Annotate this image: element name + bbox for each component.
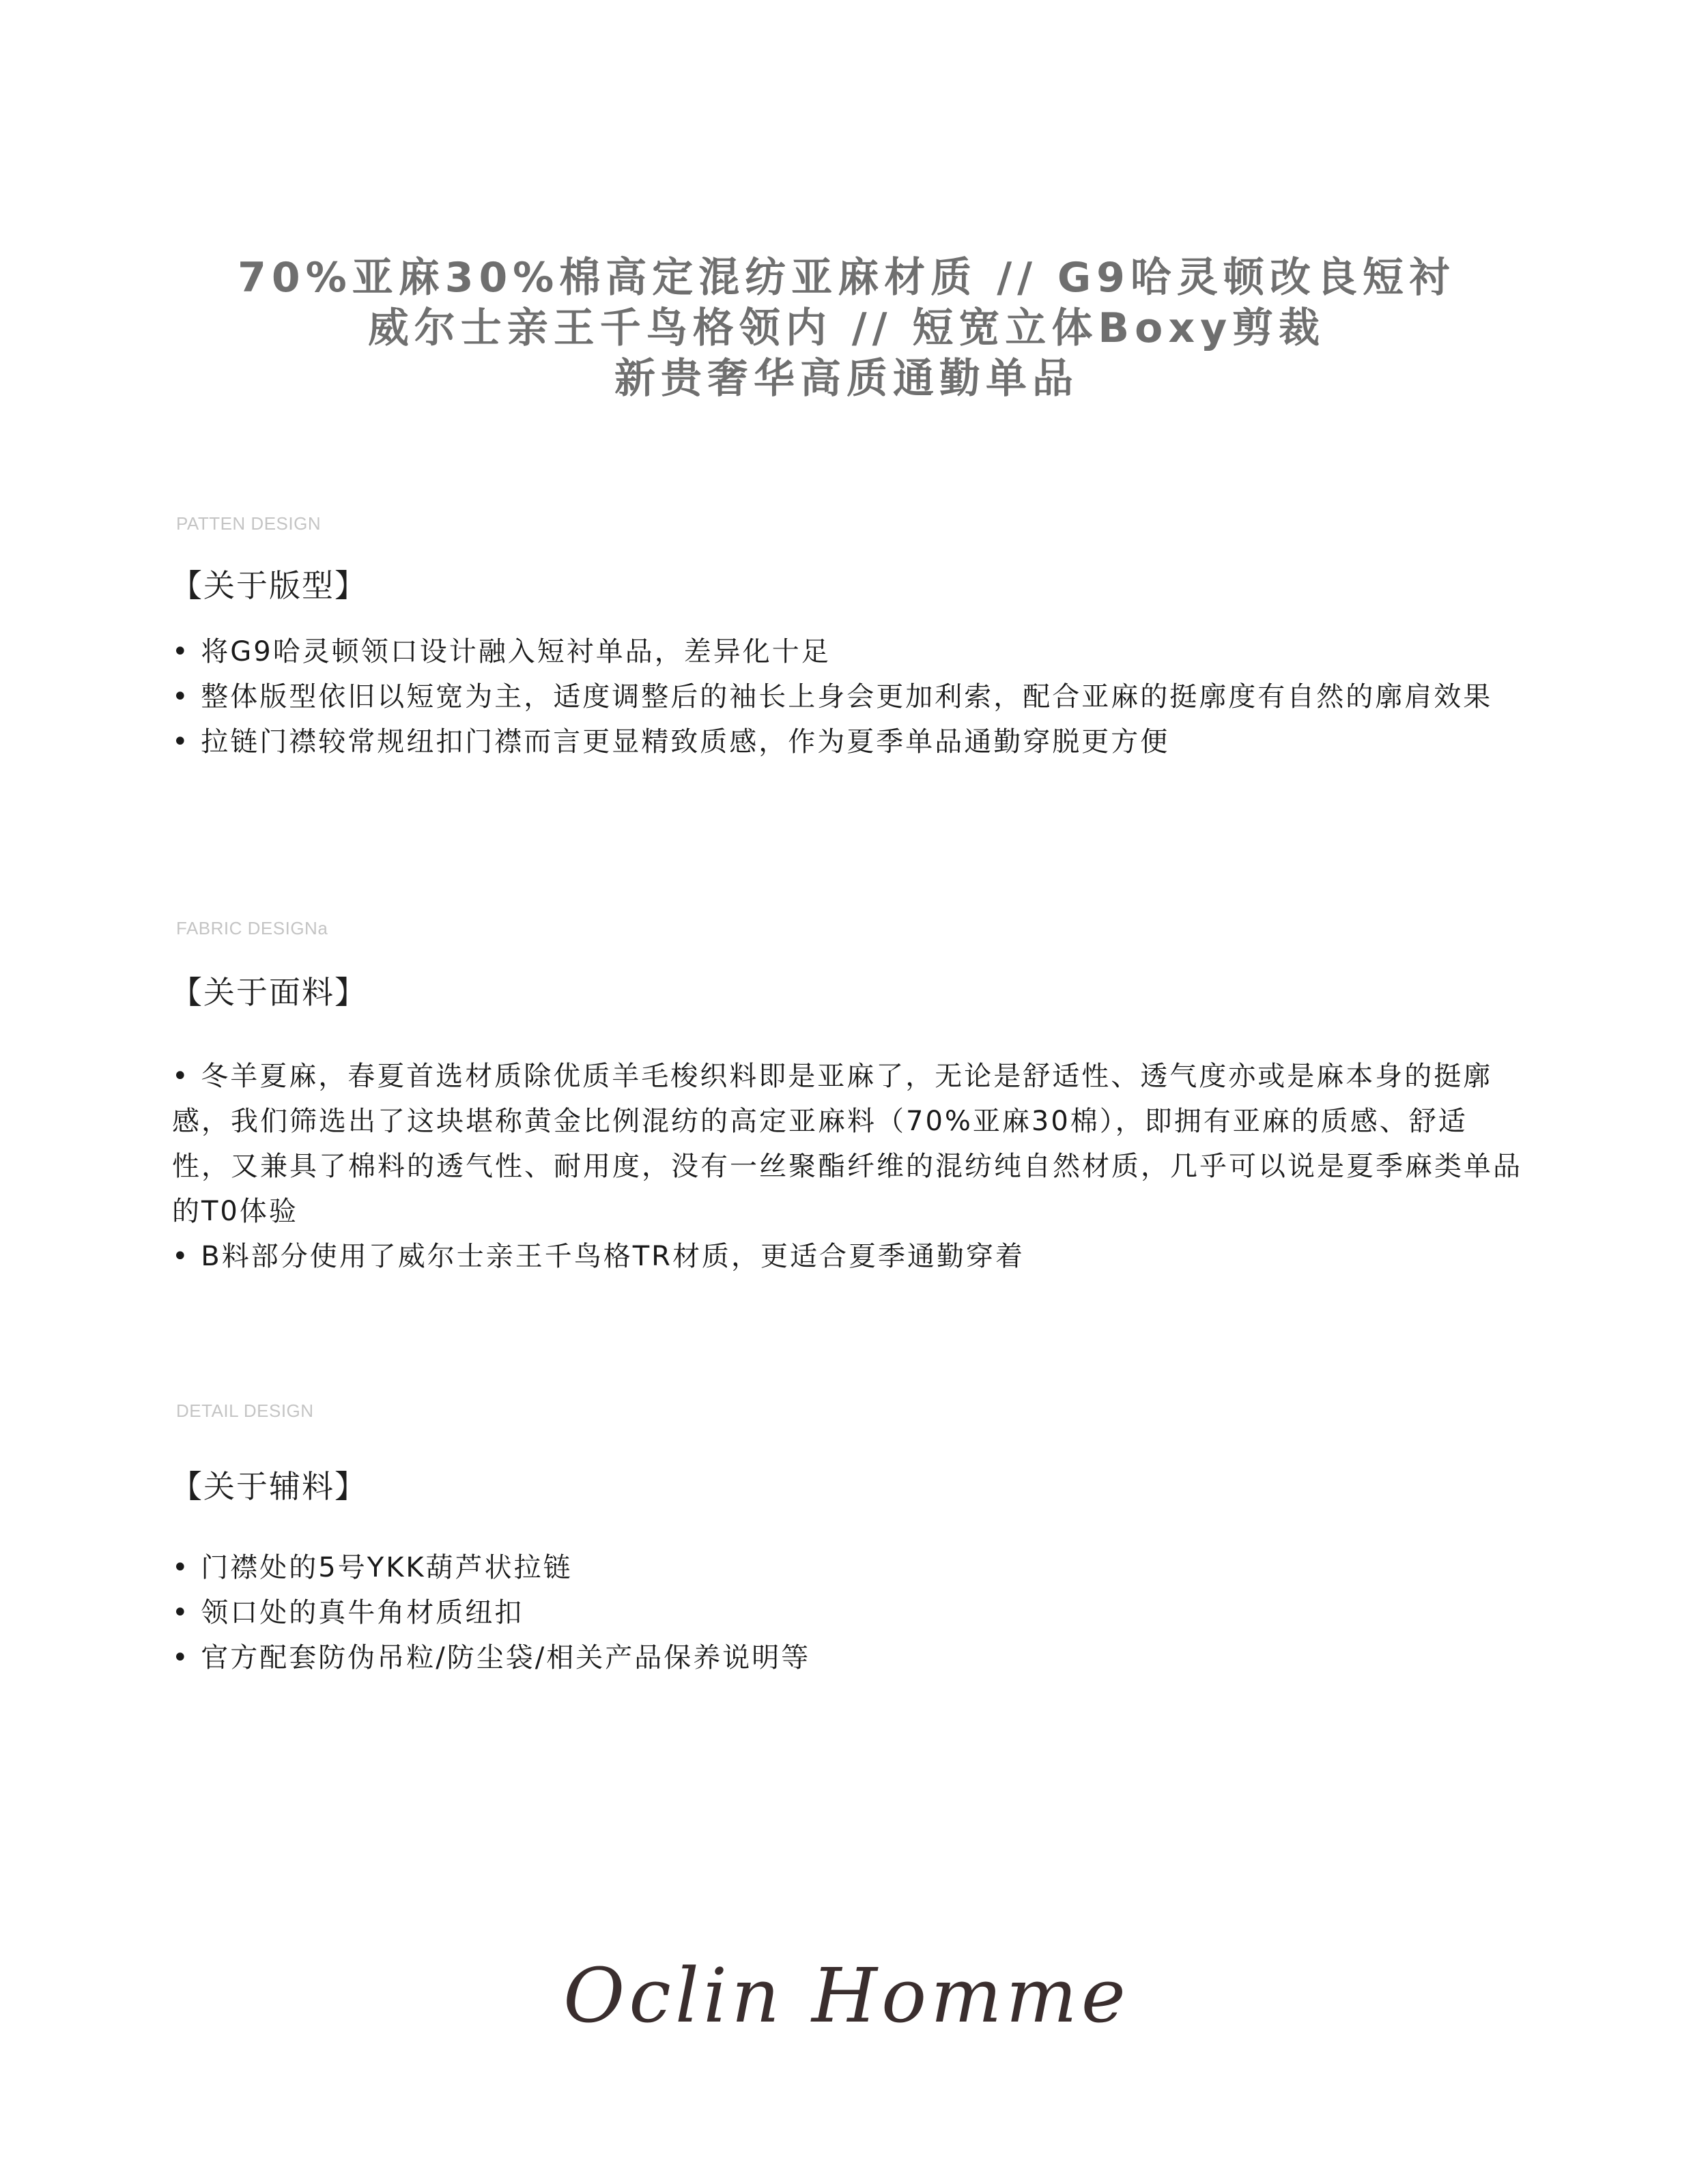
- headline-line-2: 威尔士亲王千鸟格领内 // 短宽立体Boxy剪裁: [367, 304, 1326, 352]
- pattern-bullet-3: • 拉链门襟较常规纽扣门襟而言更显精致质感，作为夏季单品通勤穿脱更方便: [172, 726, 1170, 758]
- fabric-bullet-2: • B料部分使用了威尔士亲王千鸟格TR材质，更适合夏季通勤穿着: [172, 1241, 1025, 1272]
- headline-line-1: 70%亚麻30%棉高定混纺亚麻材质 // G9哈灵顿改良短衬: [238, 254, 1455, 302]
- pattern-bullet-list: [172, 629, 1524, 764]
- brand-logo: Oclin Homme: [563, 1952, 1130, 2039]
- fabric-bullet-list: [172, 1054, 1524, 1279]
- fabric-bullet-1: • 冬羊夏麻，春夏首选材质除优质羊毛梭织料即是亚麻了，无论是舒适性、透气度亦或是麻本身的挺廓感，我们筛选出了这块堪称黄金比例混纺的高定亚麻料（70%亚麻30棉），即拥有亚麻的质感、舒适性，又兼具了棉料的透气性、耐用度，没有一丝聚酯纤维的混纺纯自然材质，几乎可以说是夏季麻类单品的T0体验: [172, 1061, 1522, 1227]
- detail-bullet-2: • 领口处的真牛角材质纽扣: [172, 1597, 524, 1628]
- detail-bullet-1: • 门襟处的5号YKK葫芦状拉链: [172, 1552, 573, 1583]
- headline-line-3: 新贵奢华高质通勤单品: [614, 355, 1079, 403]
- fabric-section-heading: 【关于面料】: [171, 974, 367, 1011]
- detail-bullet-3: • 官方配套防伪吊粒/防尘袋/相关产品保养说明等: [172, 1642, 811, 1673]
- pattern-section-tag: PATTEN DESIGN: [176, 513, 322, 534]
- detail-section-heading: 【关于辅料】: [171, 1468, 367, 1505]
- headline: [0, 253, 1693, 404]
- detail-bullet-list: [172, 1545, 1524, 1680]
- fabric-section-tag: FABRIC DESIGNa: [176, 918, 328, 938]
- pattern-bullet-1: • 将G9哈灵顿领口设计融入短衬单品，差异化十足: [172, 636, 831, 667]
- pattern-section-heading: 【关于版型】: [171, 567, 367, 604]
- detail-section-tag: DETAIL DESIGN: [176, 1400, 314, 1421]
- pattern-bullet-2: • 整体版型依旧以短宽为主，适度调整后的袖长上身会更加利索，配合亚麻的挺廓度有自然的廓肩效果: [172, 681, 1493, 713]
